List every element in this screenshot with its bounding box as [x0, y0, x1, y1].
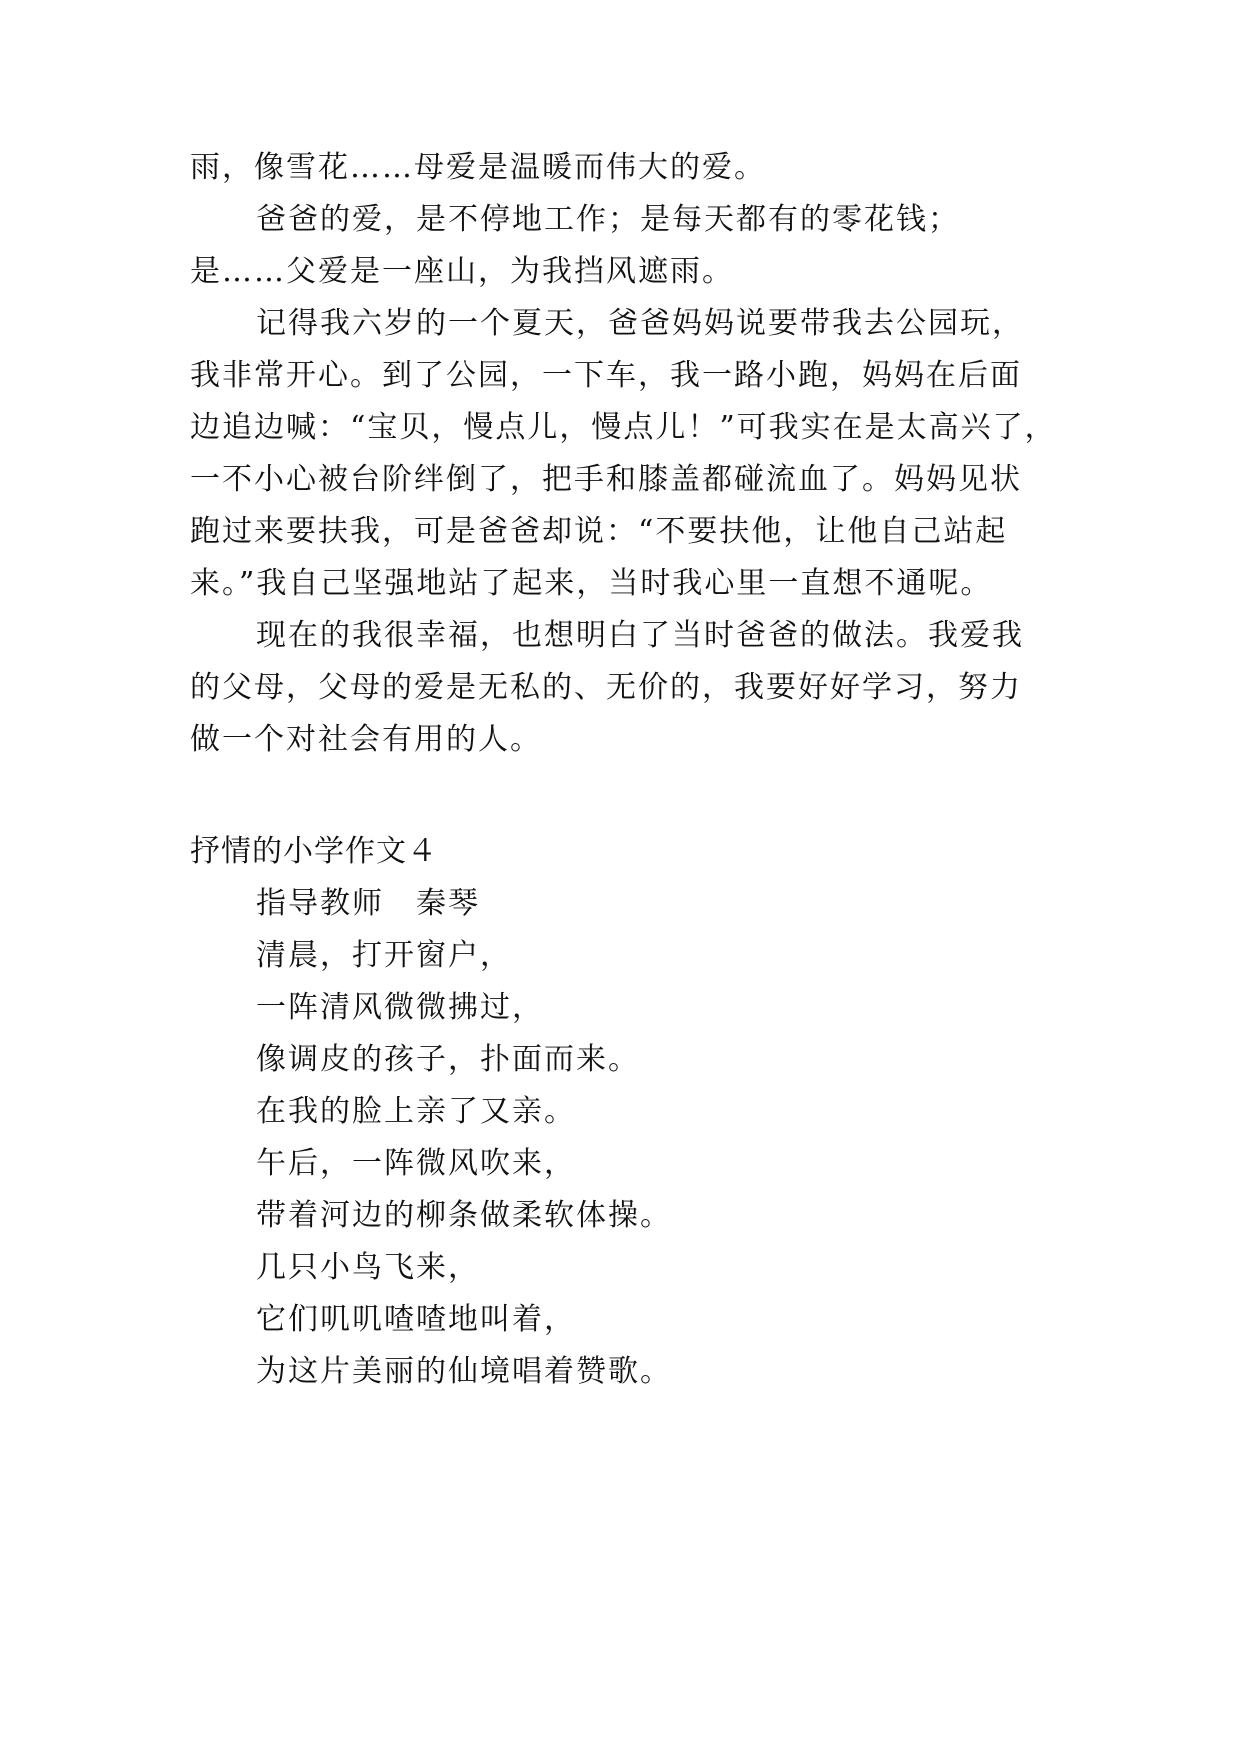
poem-line: 带着河边的柳条做柔软体操。	[256, 1198, 672, 1233]
poem-line: 几只小鸟飞来，	[256, 1250, 480, 1285]
text-line: 雨，像雪花……母爱是温暖而伟大的爱。	[190, 150, 766, 185]
poem-line: 在我的脸上亲了又亲。	[256, 1094, 576, 1129]
text-line: 跑过来要扶我，可是爸爸却说：“不要扶他，让他自己站起	[190, 514, 1008, 549]
poem-line: 为这片美丽的仙境唱着赞歌。	[256, 1354, 672, 1389]
poem-line: 它们叽叽喳喳地叫着，	[256, 1302, 576, 1337]
text-line: 记得我六岁的一个夏天，爸爸妈妈说要带我去公园玩，	[256, 306, 1024, 341]
poem-line: 指导教师 秦琴	[256, 886, 480, 921]
text-line: 来。”我自己坚强地站了起来，当时我心里一直想不通呢。	[190, 566, 993, 601]
section-title: 抒情的小学作文４	[190, 834, 438, 869]
text-line: 做一个对社会有用的人。	[190, 722, 542, 757]
text-line: 一不小心被台阶绊倒了，把手和膝盖都碰流血了。妈妈见状	[190, 462, 1022, 497]
poem-line: 像调皮的孩子，扑面而来。	[256, 1042, 640, 1077]
text-line: 我非常开心。到了公园，一下车，我一路小跑，妈妈在后面	[190, 358, 1022, 393]
text-line: 爸爸的爱，是不停地工作；是每天都有的零花钱；	[256, 202, 960, 237]
poem-line: 一阵清风微微拂过，	[256, 990, 544, 1025]
text-line: 现在的我很幸福，也想明白了当时爸爸的做法。我爱我	[256, 618, 1024, 653]
text-line: 是……父爱是一座山，为我挡风遮雨。	[190, 254, 734, 289]
poem-line: 午后，一阵微风吹来，	[256, 1146, 576, 1181]
text-line: 边追边喊：“宝贝，慢点儿，慢点儿！”可我实在是太高兴了，	[190, 410, 1057, 445]
text-line: 的父母，父母的爱是无私的、无价的，我要好好学习，努力	[190, 670, 1022, 705]
poem-line: 清晨，打开窗户，	[256, 938, 512, 973]
